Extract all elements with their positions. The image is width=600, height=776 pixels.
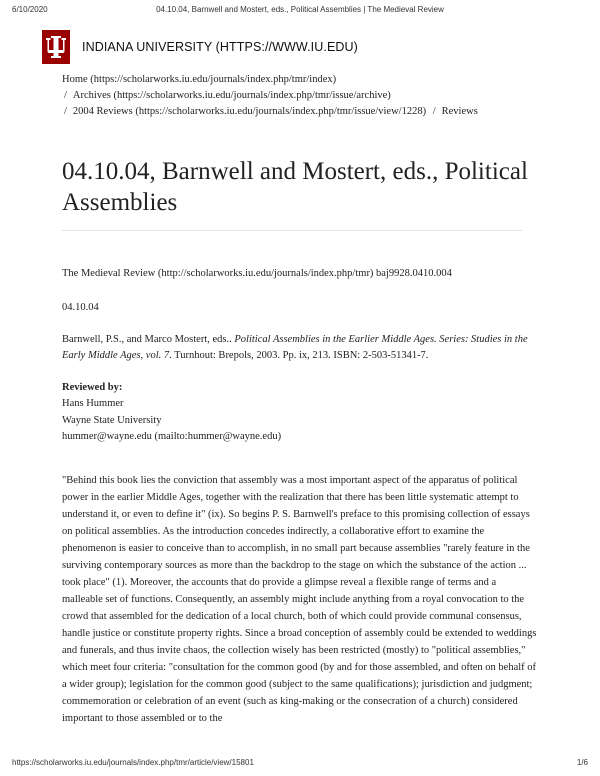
page-number: 1/6 [576,758,588,767]
iu-trident-logo-icon[interactable] [42,30,70,64]
site-name-link[interactable]: INDIANA UNIVERSITY (HTTPS://WWW.IU.EDU) [82,40,358,54]
reviewer-email-link[interactable]: hummer@wayne.edu (mailto:hummer@wayne.edu) [62,431,282,443]
print-url: https://scholarworks.iu.edu/journals/index.php/tmr/article/view/15801 [12,758,254,767]
review-body: "Behind this book lies the conviction that assembly was a most important aspect of the apparatus of political power in the earlier Middle Ages, together with the realization that there has been little systematic attempt to understand it, or even to define it" (ix). So begins P. S. Barnwell's preface to this promising collection of essays on political assemblies. As the introduction concedes indirectly, a collaborative effort to examine the phenomenon is easier to conceive than to accomplish, in no small part because assemblies "rarely feature in the surviving contemporary sources as more than the backdrop to the stage on which the substance of the action ... took place" (1). Moreover, the accounts that do provide a glimpse reveal a flexible range of terms and a malleable set of functions. Consequently, an assembly might include anything from a royal convocation to the crowd that assembled for the dedication of a local church, both of which could provide communal consensus, handle justice or constitute property rights. Since a broad conception of assembly could be extended to weddings and funerals, and thus invite chaos, the collection wisely has been restricted (mostly) to "political assemblies," which meet four criteria: "consultation for the common good (by and for those assembled, and often on behalf of a wider group); legislation for the common good (subject to the same qualifications); jurisdiction and judgment; commemoration or celebration of an event (such as king-making or the consecration of a church) considered important to those assembled or to the [62,475,537,724]
citation: The Medieval Review (http://scholarworks.iu.edu/journals/index.php/tmr) baj9928.0410.004 [62,268,452,279]
site-header [42,30,562,66]
review-number: 04.10.04 [62,302,99,313]
breadcrumb-current: Reviews [441,106,478,117]
breadcrumb-separator: / [432,106,436,117]
biblio-publication: . Turnhout: Brepols, 2003. Pp. ix, 213. ISBN: 2-503-51341-7. [169,350,429,362]
reviewed-by-label: Reviewed by: [62,382,123,393]
article-title: 04.10.04, Barnwell and Mostert, eds., Political Assemblies [62,158,528,216]
breadcrumb-separator: / [64,90,67,101]
biblio-title: Political Assemblies in the Earlier Middle Ages. Series: Studies in the Early Middle Ages, vol. 7 [62,334,528,362]
bibliography [62,332,537,365]
breadcrumb-home[interactable]: Home (https://scholarworks.iu.edu/journals/index.php/tmr/index) [62,74,337,85]
title-divider [62,230,522,231]
reviewer-block [62,380,537,446]
breadcrumb-2004-reviews[interactable]: 2004 Reviews (https://scholarworks.iu.edu/journals/index.php/tmr/issue/view/1228) [72,106,427,117]
print-date: 6/10/2020 [12,5,48,14]
breadcrumb-line-archives [62,88,542,104]
breadcrumb-line-reviews [62,104,542,120]
breadcrumb [62,72,542,120]
print-header [12,5,588,17]
print-doc-title: 04.10.04, Barnwell and Mostert, eds., Political Assemblies | The Medieval Review [156,5,444,14]
reviewer-affiliation: Wayne State University [62,414,162,426]
breadcrumb-archives[interactable]: Archives (https://scholarworks.iu.edu/journals/index.php/tmr/issue/archive) [72,90,391,101]
breadcrumb-separator: / [64,106,67,117]
biblio-authors: Barnwell, P.S., and Marco Mostert, eds.. [62,334,235,345]
reviewer-name: Hans Hummer [62,398,124,410]
print-footer [12,758,588,770]
